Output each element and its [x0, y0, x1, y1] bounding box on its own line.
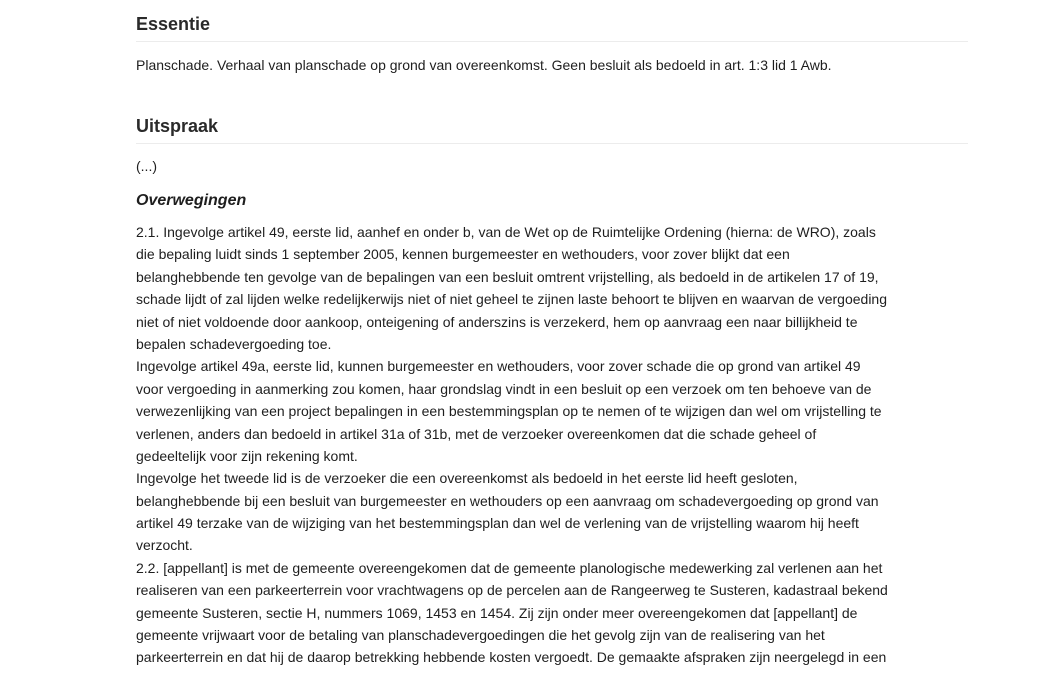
body-line: niet of niet voldoende door aankoop, onteigening of anderszins is verzekerd, hem op aanvraag een naar billijkheid te [136, 313, 858, 330]
body-line: verzocht. [136, 537, 193, 554]
body-line: 2.2. [appellant] is met de gemeente overeengekomen dat de gemeente planologische medewerking zal verlenen aan het [136, 559, 883, 576]
body-line: parkeerterrein en dat hij de daarop betrekking hebbende kosten vergoedt. De gemaakte afspraken zijn neergelegd in een [136, 649, 887, 666]
body-line: artikel 49 terzake van de wijziging van het bestemmingsplan dan wel de verlening van de vrijstelling waarom hij heeft [136, 515, 859, 532]
body-line: die bepaling luidt sinds 1 september 2005, kennen burgemeester en wethouders, voor zover blijkt dat een [136, 246, 790, 263]
body-line: bepalen schadevergoeding toe. [136, 335, 332, 352]
body-line: voor vergoeding in aanmerking zou komen, haar grondslag vindt in een besluit op een verzoek om ten behoeve van de [136, 380, 872, 397]
essentie-heading: Essentie [136, 14, 968, 42]
body-line: gemeente Susteren, sectie H, nummers 1069, 1453 en 1454. Zij zijn onder meer overeengekomen dat [appellant] de [136, 604, 858, 621]
body-line: gemeente vrijwaart voor de betaling van planschadevergoedingen die het gevolg zijn van de realisering van het [136, 627, 825, 644]
overwegingen-body [136, 221, 986, 669]
body-line: schade lijdt of zal lijden welke redelijkerwijs niet of niet geheel te zijnen laste behoort te blijven en waarvan de vergoeding [136, 291, 888, 308]
body-line: Ingevolge het tweede lid is de verzoeker die een overeenkomst als bedoeld in het eerste lid heeft gesloten, [136, 470, 798, 487]
body-line: gedeeltelijk voor zijn rekening komt. [136, 447, 358, 464]
body-line: belanghebbende ten gevolge van de bepalingen van een besluit omtrent vrijstelling, als bedoeld in de artikelen 17 of 19, [136, 268, 879, 285]
essentie-summary: Planschade. Verhaal van planschade op grond van overeenkomst. Geen besluit als bedoeld in art. 1:3 lid 1 Awb. [136, 57, 832, 73]
overwegingen-heading: Overwegingen [136, 192, 247, 209]
body-line: verlenen, anders dan bedoeld in artikel 31a of 31b, met de verzoeker overeenkomen dat die schade geheel of [136, 425, 817, 442]
omission-marker: (...) [136, 158, 157, 174]
uitspraak-heading: Uitspraak [136, 116, 968, 144]
body-line: verwezenlijking van een project bepalingen in een bestemmingsplan op te nemen of te wijzigen dan wel om vrijstelling te [136, 403, 882, 420]
body-line: belanghebbende bij een besluit van burgemeester en wethouders op een aanvraag om schadevergoeding op grond van [136, 492, 879, 509]
body-line: realiseren van een parkeerterrein voor vrachtwagens op de percelen aan de Rangeerweg te Susteren, kadastraal bekend [136, 582, 888, 599]
body-line: 2.1. Ingevolge artikel 49, eerste lid, aanhef en onder b, van de Wet op de Ruimtelijke Ordening (hierna: de WRO), zoals [136, 224, 876, 240]
body-line: Ingevolge artikel 49a, eerste lid, kunnen burgemeester en wethouders, voor zover schade die op grond van artikel 49 [136, 358, 861, 375]
